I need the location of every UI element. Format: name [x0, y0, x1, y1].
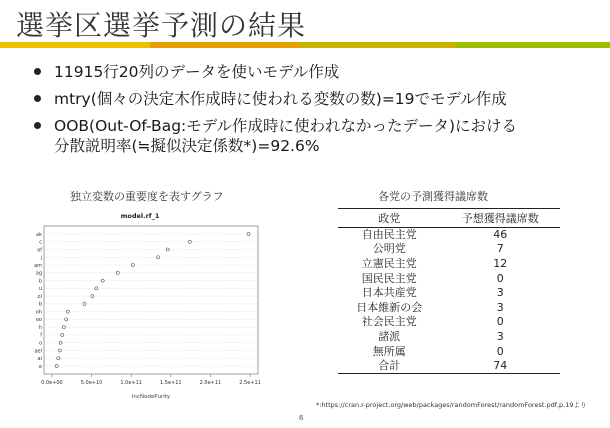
seats-cell: 3 — [496, 329, 504, 343]
title-bar-segment — [455, 42, 610, 48]
bullet-text-line1: OOB(Out-Of-Bag:モデル作成時に使われなかったデータ)における — [54, 117, 518, 135]
party-cell: 国民民主党 — [361, 271, 417, 285]
bullet-list — [32, 62, 602, 163]
bullet-text: 11915行20列のデータを使いモデル作成 — [54, 63, 340, 81]
seats-cell: 46 — [493, 228, 508, 242]
x-tick-label: 5.0e+10 — [80, 380, 103, 386]
x-tick-label: 1.0e+11 — [120, 380, 142, 386]
bullet-dot-icon — [34, 68, 41, 75]
category-label: am — [34, 262, 42, 269]
x-tick-label: 2.5e+11 — [239, 380, 261, 386]
party-cell: 合計 — [338, 359, 440, 374]
table-row — [338, 315, 560, 330]
category-label: c — [39, 239, 42, 246]
table-row — [338, 242, 560, 257]
category-label: j — [40, 255, 42, 262]
x-tick-label: 1.5e+11 — [160, 380, 182, 386]
table-row — [338, 286, 560, 301]
seats-table — [338, 208, 560, 374]
title-bar-segment — [300, 42, 455, 48]
title-bar-segment — [150, 42, 300, 48]
category-label: ak — [36, 231, 42, 238]
party-cell: 社会民主党 — [361, 315, 417, 329]
bullet-text-line2: 分散説明率(≒擬似決定係数*)=92.6% — [54, 137, 320, 155]
seats-cell: 3 — [496, 286, 504, 300]
party-cell: 立憲民主党 — [361, 256, 417, 270]
bullet-dot-icon — [34, 122, 41, 129]
party-cell: 日本共産党 — [361, 286, 417, 300]
x-axis-label: IncNodePurity — [131, 394, 171, 400]
x-axis-ticks — [41, 374, 261, 386]
party-cell: 日本維新の会 — [356, 300, 423, 314]
page-number: 6 — [299, 414, 304, 422]
category-label: e — [38, 363, 42, 370]
category-label: ael — [34, 348, 42, 355]
category-label: af — [37, 247, 42, 254]
party-cell: 自由民主党 — [361, 228, 417, 242]
category-label: oh — [35, 309, 42, 316]
importance-chart-svg — [26, 206, 266, 406]
grid-lines — [44, 234, 258, 366]
category-label: o — [38, 340, 42, 347]
seats-cell: 74 — [440, 359, 560, 374]
table-row — [338, 330, 560, 345]
seats-cell: 3 — [496, 300, 504, 314]
seats-cell: 0 — [496, 271, 504, 285]
category-labels — [34, 232, 42, 370]
bullet-item — [32, 89, 602, 109]
x-tick-label: 0.0e+00 — [41, 380, 63, 386]
table-row — [338, 271, 560, 286]
table-row — [338, 257, 560, 272]
title-bar-segment — [0, 42, 150, 48]
category-label: ai — [37, 356, 42, 363]
party-cell: 諸派 — [378, 329, 401, 343]
bullet-item — [32, 116, 602, 156]
footnote: *:https://cran.r-project.org/web/packages/randomForest/randomForest.pdf,p.19より — [316, 401, 587, 409]
category-label: ag — [35, 270, 42, 277]
bullet-item — [32, 62, 602, 82]
seats-cell: 0 — [496, 315, 504, 329]
category-label: ol — [37, 293, 42, 300]
table-row — [338, 228, 560, 243]
chart-title: model.rf_1 — [120, 212, 160, 220]
bullet-text: mtry(個々の決定木作成時に使われる変数の数)=19でモデル作成 — [54, 90, 507, 108]
table-row-total — [338, 359, 560, 374]
plot-frame — [44, 226, 258, 374]
category-label: u — [38, 286, 42, 293]
header-party: 政党 — [338, 209, 440, 228]
title-underline-bar — [0, 42, 610, 48]
table-row — [338, 300, 560, 315]
bullet-dot-icon — [34, 95, 41, 102]
category-label: b — [38, 278, 42, 285]
x-tick-label: 2.0e+11 — [199, 380, 222, 386]
table-caption: 各党の予測獲得議席数 — [378, 190, 488, 203]
seats-cell: 0 — [496, 344, 504, 358]
chart-caption: 独立変数の重要度を表すグラフ — [70, 190, 224, 203]
table-row — [338, 344, 560, 359]
party-cell: 公明党 — [372, 242, 406, 256]
data-points — [55, 232, 250, 367]
slide-title: 選挙区選挙予測の結果 — [16, 9, 307, 42]
seats-cell: 12 — [493, 256, 508, 270]
importance-chart — [26, 206, 266, 406]
seats-cell: 7 — [496, 242, 504, 256]
party-cell: 無所属 — [372, 344, 406, 358]
category-label: oo — [35, 317, 42, 324]
table-header-row — [338, 209, 560, 228]
category-label: b — [38, 301, 42, 308]
category-label: h — [38, 324, 42, 331]
header-seats: 予想獲得議席数 — [440, 209, 560, 228]
category-label: f — [40, 332, 42, 339]
